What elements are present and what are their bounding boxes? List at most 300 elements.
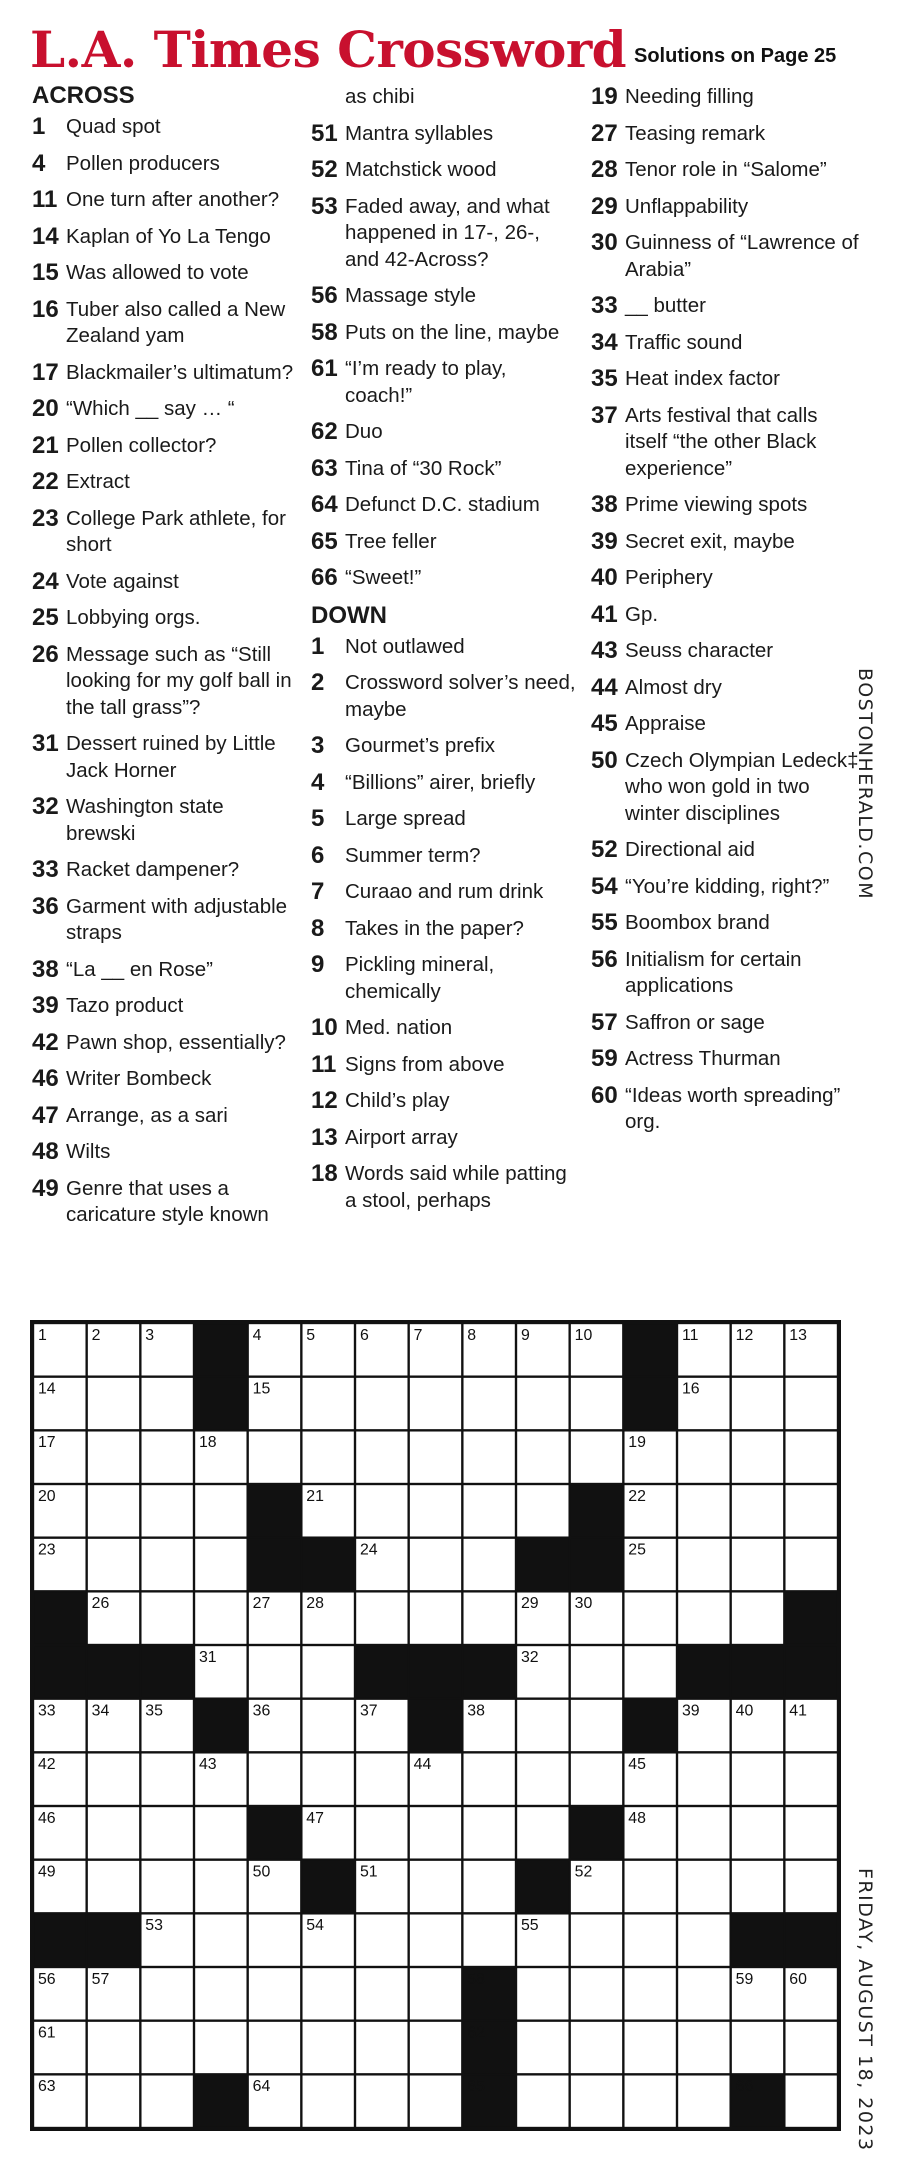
issue-date: FRIDAY, AUGUST 18, 2023 xyxy=(854,1868,876,2152)
across-clue xyxy=(311,121,577,148)
clue-number: 9 xyxy=(311,951,325,978)
across-clue xyxy=(311,157,577,184)
grid-cell[interactable] xyxy=(142,1807,193,1858)
grid-cell[interactable] xyxy=(786,1861,837,1912)
grid-cell[interactable] xyxy=(88,2076,139,2127)
grid-cell[interactable] xyxy=(678,1432,729,1483)
grid-cell[interactable] xyxy=(464,1861,515,1912)
grid-cell[interactable] xyxy=(625,1968,676,2019)
clue-number: 8 xyxy=(311,914,325,942)
clue-text: Tina of “30 Rock” xyxy=(345,456,502,480)
clue-number: 56 xyxy=(591,945,618,973)
grid-cell[interactable] xyxy=(356,2076,407,2127)
clue-number: 2 xyxy=(311,669,325,696)
grid-cell[interactable] xyxy=(517,2076,568,2127)
grid-cell[interactable] xyxy=(142,1754,193,1805)
grid-cell[interactable] xyxy=(88,1432,139,1483)
grid-cell[interactable] xyxy=(732,2022,783,2073)
clue-text: Appraise xyxy=(625,712,706,735)
across-clue xyxy=(311,565,577,592)
grid-cell[interactable] xyxy=(142,1378,193,1429)
grid-cell[interactable] xyxy=(88,1539,139,1590)
grid-cell[interactable] xyxy=(571,1646,622,1697)
cell-number: 43 xyxy=(198,1756,217,1774)
grid-cell[interactable] xyxy=(786,1378,837,1429)
grid-cell[interactable] xyxy=(410,2022,461,2073)
cell-number: 36 xyxy=(252,1702,271,1720)
clue-text: Guinness of “Lawrence of Arabia” xyxy=(625,231,859,281)
clues-column-1 xyxy=(32,82,296,1239)
grid-cell[interactable] xyxy=(464,1754,515,1805)
clue-number: 61 xyxy=(311,355,338,382)
grid-cell[interactable] xyxy=(410,1378,461,1429)
grid-cell[interactable] xyxy=(88,1754,139,1805)
grid-cell[interactable] xyxy=(732,1485,783,1536)
grid-block xyxy=(625,1700,676,1751)
grid-cell[interactable] xyxy=(410,1485,461,1536)
grid-cell[interactable] xyxy=(142,1485,193,1536)
clue-text: as chibi xyxy=(345,85,415,108)
cell-number: 51 xyxy=(359,1863,378,1881)
cell-number: 56 xyxy=(37,1970,56,1988)
down-clue xyxy=(311,733,577,760)
grid-cell[interactable] xyxy=(249,1968,300,2019)
grid-cell[interactable] xyxy=(571,1915,622,1966)
grid-cell[interactable] xyxy=(142,1432,193,1483)
grid-cell[interactable] xyxy=(303,1646,354,1697)
grid-cell[interactable] xyxy=(625,1861,676,1912)
cell-number: 1 xyxy=(37,1326,47,1344)
clue-number: 1 xyxy=(32,113,46,140)
grid-cell[interactable] xyxy=(571,1754,622,1805)
grid-cell[interactable] xyxy=(678,1754,729,1805)
clue-number: 40 xyxy=(591,564,618,591)
grid-cell[interactable] xyxy=(356,1432,407,1483)
cell-number: 59 xyxy=(735,1970,754,1988)
grid-cell[interactable] xyxy=(625,1593,676,1644)
clue-text: Child’s play xyxy=(345,1089,450,1112)
grid-block xyxy=(732,1915,783,1966)
grid-cell[interactable] xyxy=(303,2076,354,2127)
across-clue xyxy=(311,194,577,274)
grid-cell[interactable] xyxy=(678,2022,729,2073)
down-clue xyxy=(591,1083,861,1136)
down-clue xyxy=(591,748,861,828)
clue-text: Puts on the line, maybe xyxy=(345,320,560,344)
grid-block xyxy=(517,1861,568,1912)
cell-number: 42 xyxy=(37,1756,56,1774)
grid-cell[interactable] xyxy=(410,1593,461,1644)
clue-text: Heat index factor xyxy=(625,367,780,390)
cell-number: 11 xyxy=(681,1326,699,1344)
grid-block xyxy=(195,1378,246,1429)
grid-cell[interactable] xyxy=(303,1754,354,1805)
clue-number: 38 xyxy=(591,491,618,518)
clue-number: 58 xyxy=(311,318,338,346)
clue-number: 45 xyxy=(591,710,618,737)
down-clue xyxy=(591,403,861,483)
clue-number: 63 xyxy=(311,454,338,482)
cell-number: 17 xyxy=(37,1434,56,1452)
down-clue xyxy=(591,121,861,148)
puzzle-title: L.A. Times Crossword xyxy=(30,20,627,79)
grid-cell[interactable] xyxy=(464,1378,515,1429)
across-clue xyxy=(32,857,296,884)
cell-number: 32 xyxy=(520,1648,539,1666)
cell-number: 24 xyxy=(359,1541,378,1559)
clue-text: Needing filling xyxy=(625,85,754,108)
grid-cell[interactable] xyxy=(786,2022,837,2073)
grid-block xyxy=(571,1807,622,1858)
grid-cell[interactable] xyxy=(517,1968,568,2019)
across-heading: ACROSS xyxy=(32,82,135,109)
clue-number: 41 xyxy=(591,600,618,628)
cell-number: 35 xyxy=(145,1702,163,1720)
clue-text: Tree feller xyxy=(345,529,437,553)
cell-number: 57 xyxy=(91,1970,110,1988)
clue-text: Arrange, as a sari xyxy=(66,1103,228,1127)
across-clue xyxy=(311,456,577,483)
grid-block xyxy=(732,1646,783,1697)
clue-text: Unflappability xyxy=(625,194,749,218)
grid-cell[interactable] xyxy=(517,1754,568,1805)
clue-number: 52 xyxy=(311,156,338,183)
clue-number: 10 xyxy=(311,1014,338,1041)
clue-number: 11 xyxy=(32,186,58,213)
grid-cell[interactable] xyxy=(195,1485,246,1536)
clue-number: 27 xyxy=(591,119,618,147)
grid-cell[interactable] xyxy=(517,1485,568,1536)
grid-cell[interactable] xyxy=(356,2022,407,2073)
grid-cell[interactable] xyxy=(625,1915,676,1966)
grid-cell[interactable] xyxy=(410,1915,461,1966)
grid-cell[interactable] xyxy=(678,1485,729,1536)
clue-number: 13 xyxy=(311,1123,338,1151)
grid-cell[interactable] xyxy=(732,1432,783,1483)
solutions-note: Solutions on Page 25 xyxy=(634,45,837,67)
down-clue xyxy=(591,638,861,665)
down-clue xyxy=(591,293,861,320)
grid-cell[interactable] xyxy=(249,1915,300,1966)
grid-cell[interactable] xyxy=(410,1432,461,1483)
down-clue xyxy=(311,1161,577,1214)
grid-cell[interactable] xyxy=(303,1432,354,1483)
grid-block xyxy=(34,1593,85,1644)
grid-cell[interactable] xyxy=(142,1861,193,1912)
grid-cell[interactable] xyxy=(249,2022,300,2073)
clue-number: 66 xyxy=(311,564,338,591)
cell-number: 61 xyxy=(37,2024,56,2042)
clue-number: 33 xyxy=(591,292,618,319)
grid-cell[interactable] xyxy=(356,1593,407,1644)
grid-cell[interactable] xyxy=(410,1861,461,1912)
down-clue xyxy=(591,1046,861,1073)
clue-text: Gourmet’s prefix xyxy=(345,734,496,757)
clue-number: 50 xyxy=(591,746,618,774)
grid-cell[interactable] xyxy=(678,1968,729,2019)
across-clue xyxy=(32,605,296,632)
grid-cell[interactable] xyxy=(195,1968,246,2019)
grid-cell[interactable] xyxy=(249,1754,300,1805)
grid-block xyxy=(249,1539,300,1590)
clue-text: “Ideas worth spreading” org. xyxy=(625,1083,841,1133)
cell-number: 15 xyxy=(252,1380,271,1398)
grid-cell[interactable] xyxy=(786,1485,837,1536)
clue-text: Actress Thurman xyxy=(625,1047,781,1070)
clue-number: 7 xyxy=(311,878,325,905)
grid-cell[interactable] xyxy=(356,1915,407,1966)
grid-cell[interactable] xyxy=(142,1593,193,1644)
grid-cell[interactable] xyxy=(464,1485,515,1536)
grid-cell[interactable] xyxy=(786,1539,837,1590)
grid-cell[interactable] xyxy=(410,1539,461,1590)
grid-cell[interactable] xyxy=(195,1539,246,1590)
clue-number: 4 xyxy=(311,768,325,796)
grid-cell[interactable] xyxy=(464,1432,515,1483)
grid-cell[interactable] xyxy=(571,1378,622,1429)
clue-text: Initialism for certain applications xyxy=(625,947,802,997)
grid-cell[interactable] xyxy=(249,1646,300,1697)
clue-text: Genre that uses a caricature style known xyxy=(66,1176,269,1226)
clue-text: Racket dampener? xyxy=(66,858,240,881)
clue-number: 59 xyxy=(591,1045,618,1072)
cell-number: 4 xyxy=(252,1326,262,1344)
down-clue xyxy=(591,157,861,184)
grid-cell[interactable] xyxy=(88,1861,139,1912)
across-clue xyxy=(311,419,577,446)
clue-number: 29 xyxy=(591,192,618,220)
grid-cell[interactable] xyxy=(678,1593,729,1644)
across-clue xyxy=(311,492,577,519)
clue-number: 25 xyxy=(32,604,59,631)
grid-cell[interactable] xyxy=(571,1432,622,1483)
grid-cell[interactable] xyxy=(517,1432,568,1483)
across-clue xyxy=(32,993,296,1020)
cell-number: 34 xyxy=(91,1702,110,1720)
cell-number: 58 xyxy=(467,1970,485,1988)
grid-cell[interactable] xyxy=(303,2022,354,2073)
clue-number: 11 xyxy=(311,1050,337,1078)
cell-number: 7 xyxy=(413,1326,423,1344)
grid-block xyxy=(249,1807,300,1858)
clue-text: “Sweet!” xyxy=(345,566,422,589)
clue-number: 48 xyxy=(32,1138,59,1165)
grid-cell[interactable] xyxy=(464,1539,515,1590)
clue-number: 32 xyxy=(32,793,59,820)
grid-cell[interactable] xyxy=(678,1539,729,1590)
grid-block xyxy=(625,1324,676,1375)
grid-cell[interactable] xyxy=(625,2076,676,2127)
clue-text: Message such as “Still looking for my golf ball in the tall grass”? xyxy=(66,642,292,719)
grid-block xyxy=(410,1700,461,1751)
clue-text: Saffron or sage xyxy=(625,1010,765,1034)
grid-cell[interactable] xyxy=(142,1968,193,2019)
cell-number: 16 xyxy=(681,1380,700,1398)
clue-text: Prime viewing spots xyxy=(625,493,808,516)
down-clue xyxy=(311,916,577,943)
grid-cell[interactable] xyxy=(678,2076,729,2127)
grid-cell[interactable] xyxy=(732,1754,783,1805)
grid-cell[interactable] xyxy=(410,1807,461,1858)
grid-cell[interactable] xyxy=(195,2022,246,2073)
grid-cell[interactable] xyxy=(517,1378,568,1429)
clue-number: 4 xyxy=(32,149,46,177)
grid-cell[interactable] xyxy=(786,1754,837,1805)
grid-cell[interactable] xyxy=(410,1968,461,2019)
grid-cell[interactable] xyxy=(732,1593,783,1644)
grid-cell[interactable] xyxy=(571,2076,622,2127)
grid-cell[interactable] xyxy=(732,1539,783,1590)
across-clue xyxy=(32,297,296,350)
grid-cell[interactable] xyxy=(786,1807,837,1858)
grid-cell[interactable] xyxy=(678,1915,729,1966)
grid-cell[interactable] xyxy=(517,2022,568,2073)
down-clue xyxy=(311,806,577,833)
cell-number: 49 xyxy=(37,1863,56,1881)
grid-cell[interactable] xyxy=(142,2022,193,2073)
grid-cell[interactable] xyxy=(88,1378,139,1429)
across-clue xyxy=(311,529,577,556)
grid-cell[interactable] xyxy=(303,1700,354,1751)
grid-cell[interactable] xyxy=(356,1378,407,1429)
clue-text: Pawn shop, essentially? xyxy=(66,1030,286,1054)
clue-number: 23 xyxy=(32,504,59,532)
cell-number: 65 xyxy=(467,2078,485,2096)
grid-cell[interactable] xyxy=(464,1915,515,1966)
grid-cell[interactable] xyxy=(625,2022,676,2073)
across-clue xyxy=(32,1103,296,1130)
grid-cell[interactable] xyxy=(464,1807,515,1858)
grid-block xyxy=(303,1861,354,1912)
cell-number: 10 xyxy=(574,1326,593,1344)
grid-cell[interactable] xyxy=(732,1861,783,1912)
grid-cell[interactable] xyxy=(88,2022,139,2073)
grid-cell[interactable] xyxy=(303,1378,354,1429)
across-clue xyxy=(32,506,296,559)
grid-cell[interactable] xyxy=(571,1700,622,1751)
cell-number: 41 xyxy=(789,1702,807,1720)
cell-number: 33 xyxy=(37,1702,56,1720)
clue-number: 37 xyxy=(591,401,618,429)
clue-number: 56 xyxy=(311,282,338,309)
down-clue xyxy=(591,711,861,738)
grid-block xyxy=(786,1593,837,1644)
down-clue xyxy=(311,843,577,870)
grid-cell[interactable] xyxy=(464,1593,515,1644)
clue-number: 42 xyxy=(32,1028,59,1056)
cell-number: 13 xyxy=(789,1326,807,1344)
grid-cell[interactable] xyxy=(571,2022,622,2073)
grid-cell[interactable] xyxy=(410,2076,461,2127)
grid-cell[interactable] xyxy=(678,1807,729,1858)
clue-text: Traffic sound xyxy=(625,330,743,354)
cell-number: 54 xyxy=(306,1917,324,1935)
grid-cell[interactable] xyxy=(732,1807,783,1858)
clue-text: Large spread xyxy=(345,807,466,830)
clue-text: Was allowed to vote xyxy=(66,261,249,284)
grid-cell[interactable] xyxy=(356,1968,407,2019)
cell-number: 31 xyxy=(198,1648,217,1666)
grid-cell[interactable] xyxy=(732,1378,783,1429)
clue-number: 14 xyxy=(32,222,59,250)
grid-cell[interactable] xyxy=(786,2076,837,2127)
clue-text: Takes in the paper? xyxy=(345,916,524,940)
clue-text: Pollen collector? xyxy=(66,433,217,457)
grid-cell[interactable] xyxy=(356,1754,407,1805)
grid-cell[interactable] xyxy=(88,1485,139,1536)
cell-number: 22 xyxy=(628,1487,646,1505)
grid-cell[interactable] xyxy=(625,1646,676,1697)
across-clue xyxy=(32,433,296,460)
down-clue xyxy=(311,879,577,906)
grid-cell[interactable] xyxy=(517,1807,568,1858)
grid-block xyxy=(142,1646,193,1697)
grid-block xyxy=(249,1485,300,1536)
clue-number: 57 xyxy=(591,1008,618,1036)
clue-number: 53 xyxy=(311,192,338,220)
grid-cell[interactable] xyxy=(356,1485,407,1536)
grid-cell[interactable] xyxy=(142,1539,193,1590)
grid-cell[interactable] xyxy=(195,1861,246,1912)
grid-cell[interactable] xyxy=(249,1432,300,1483)
clue-number: 38 xyxy=(32,955,59,983)
grid-cell[interactable] xyxy=(195,1807,246,1858)
clue-text: “Billions” airer, briefly xyxy=(345,770,536,794)
cell-number: 62 xyxy=(467,2024,485,2042)
across-clue xyxy=(32,569,296,596)
clue-text: Med. nation xyxy=(345,1016,453,1039)
across-clue xyxy=(32,360,296,387)
grid-cell[interactable] xyxy=(303,1968,354,2019)
grid-block xyxy=(517,1539,568,1590)
cell-number: 53 xyxy=(145,1917,163,1935)
grid-block xyxy=(88,1915,139,1966)
grid-cell[interactable] xyxy=(356,1807,407,1858)
clue-text: College Park athlete, for short xyxy=(66,506,286,556)
clue-text: “You’re kidding, right?” xyxy=(625,874,830,898)
grid-cell[interactable] xyxy=(88,1807,139,1858)
grid-cell[interactable] xyxy=(195,1593,246,1644)
grid-cell[interactable] xyxy=(142,2076,193,2127)
across-clue xyxy=(32,794,296,847)
cell-number: 55 xyxy=(520,1917,539,1935)
grid-cell[interactable] xyxy=(786,1432,837,1483)
cell-number: 9 xyxy=(520,1326,530,1344)
clue-number: 20 xyxy=(32,395,59,422)
clue-number: 22 xyxy=(32,468,59,495)
grid-cell[interactable] xyxy=(517,1700,568,1751)
across-clue xyxy=(32,224,296,251)
grid-cell[interactable] xyxy=(678,1861,729,1912)
cell-number: 48 xyxy=(628,1809,646,1827)
grid-cell[interactable] xyxy=(195,1915,246,1966)
down-clue xyxy=(311,1015,577,1042)
cell-number: 64 xyxy=(252,2078,271,2096)
clue-number: 55 xyxy=(591,909,618,936)
grid-block xyxy=(678,1646,729,1697)
crossword-grid xyxy=(30,1320,841,2131)
clue-text: Not outlawed xyxy=(345,634,465,658)
down-clue xyxy=(591,1010,861,1037)
clue-number: 16 xyxy=(32,295,59,323)
grid-cell[interactable] xyxy=(571,1968,622,2019)
across-clue xyxy=(311,320,577,347)
clue-text: Mantra syllables xyxy=(345,121,494,145)
clue-text: Quad spot xyxy=(66,115,161,138)
grid-block xyxy=(786,1915,837,1966)
down-clue xyxy=(591,492,861,519)
down-clue xyxy=(311,1052,577,1079)
